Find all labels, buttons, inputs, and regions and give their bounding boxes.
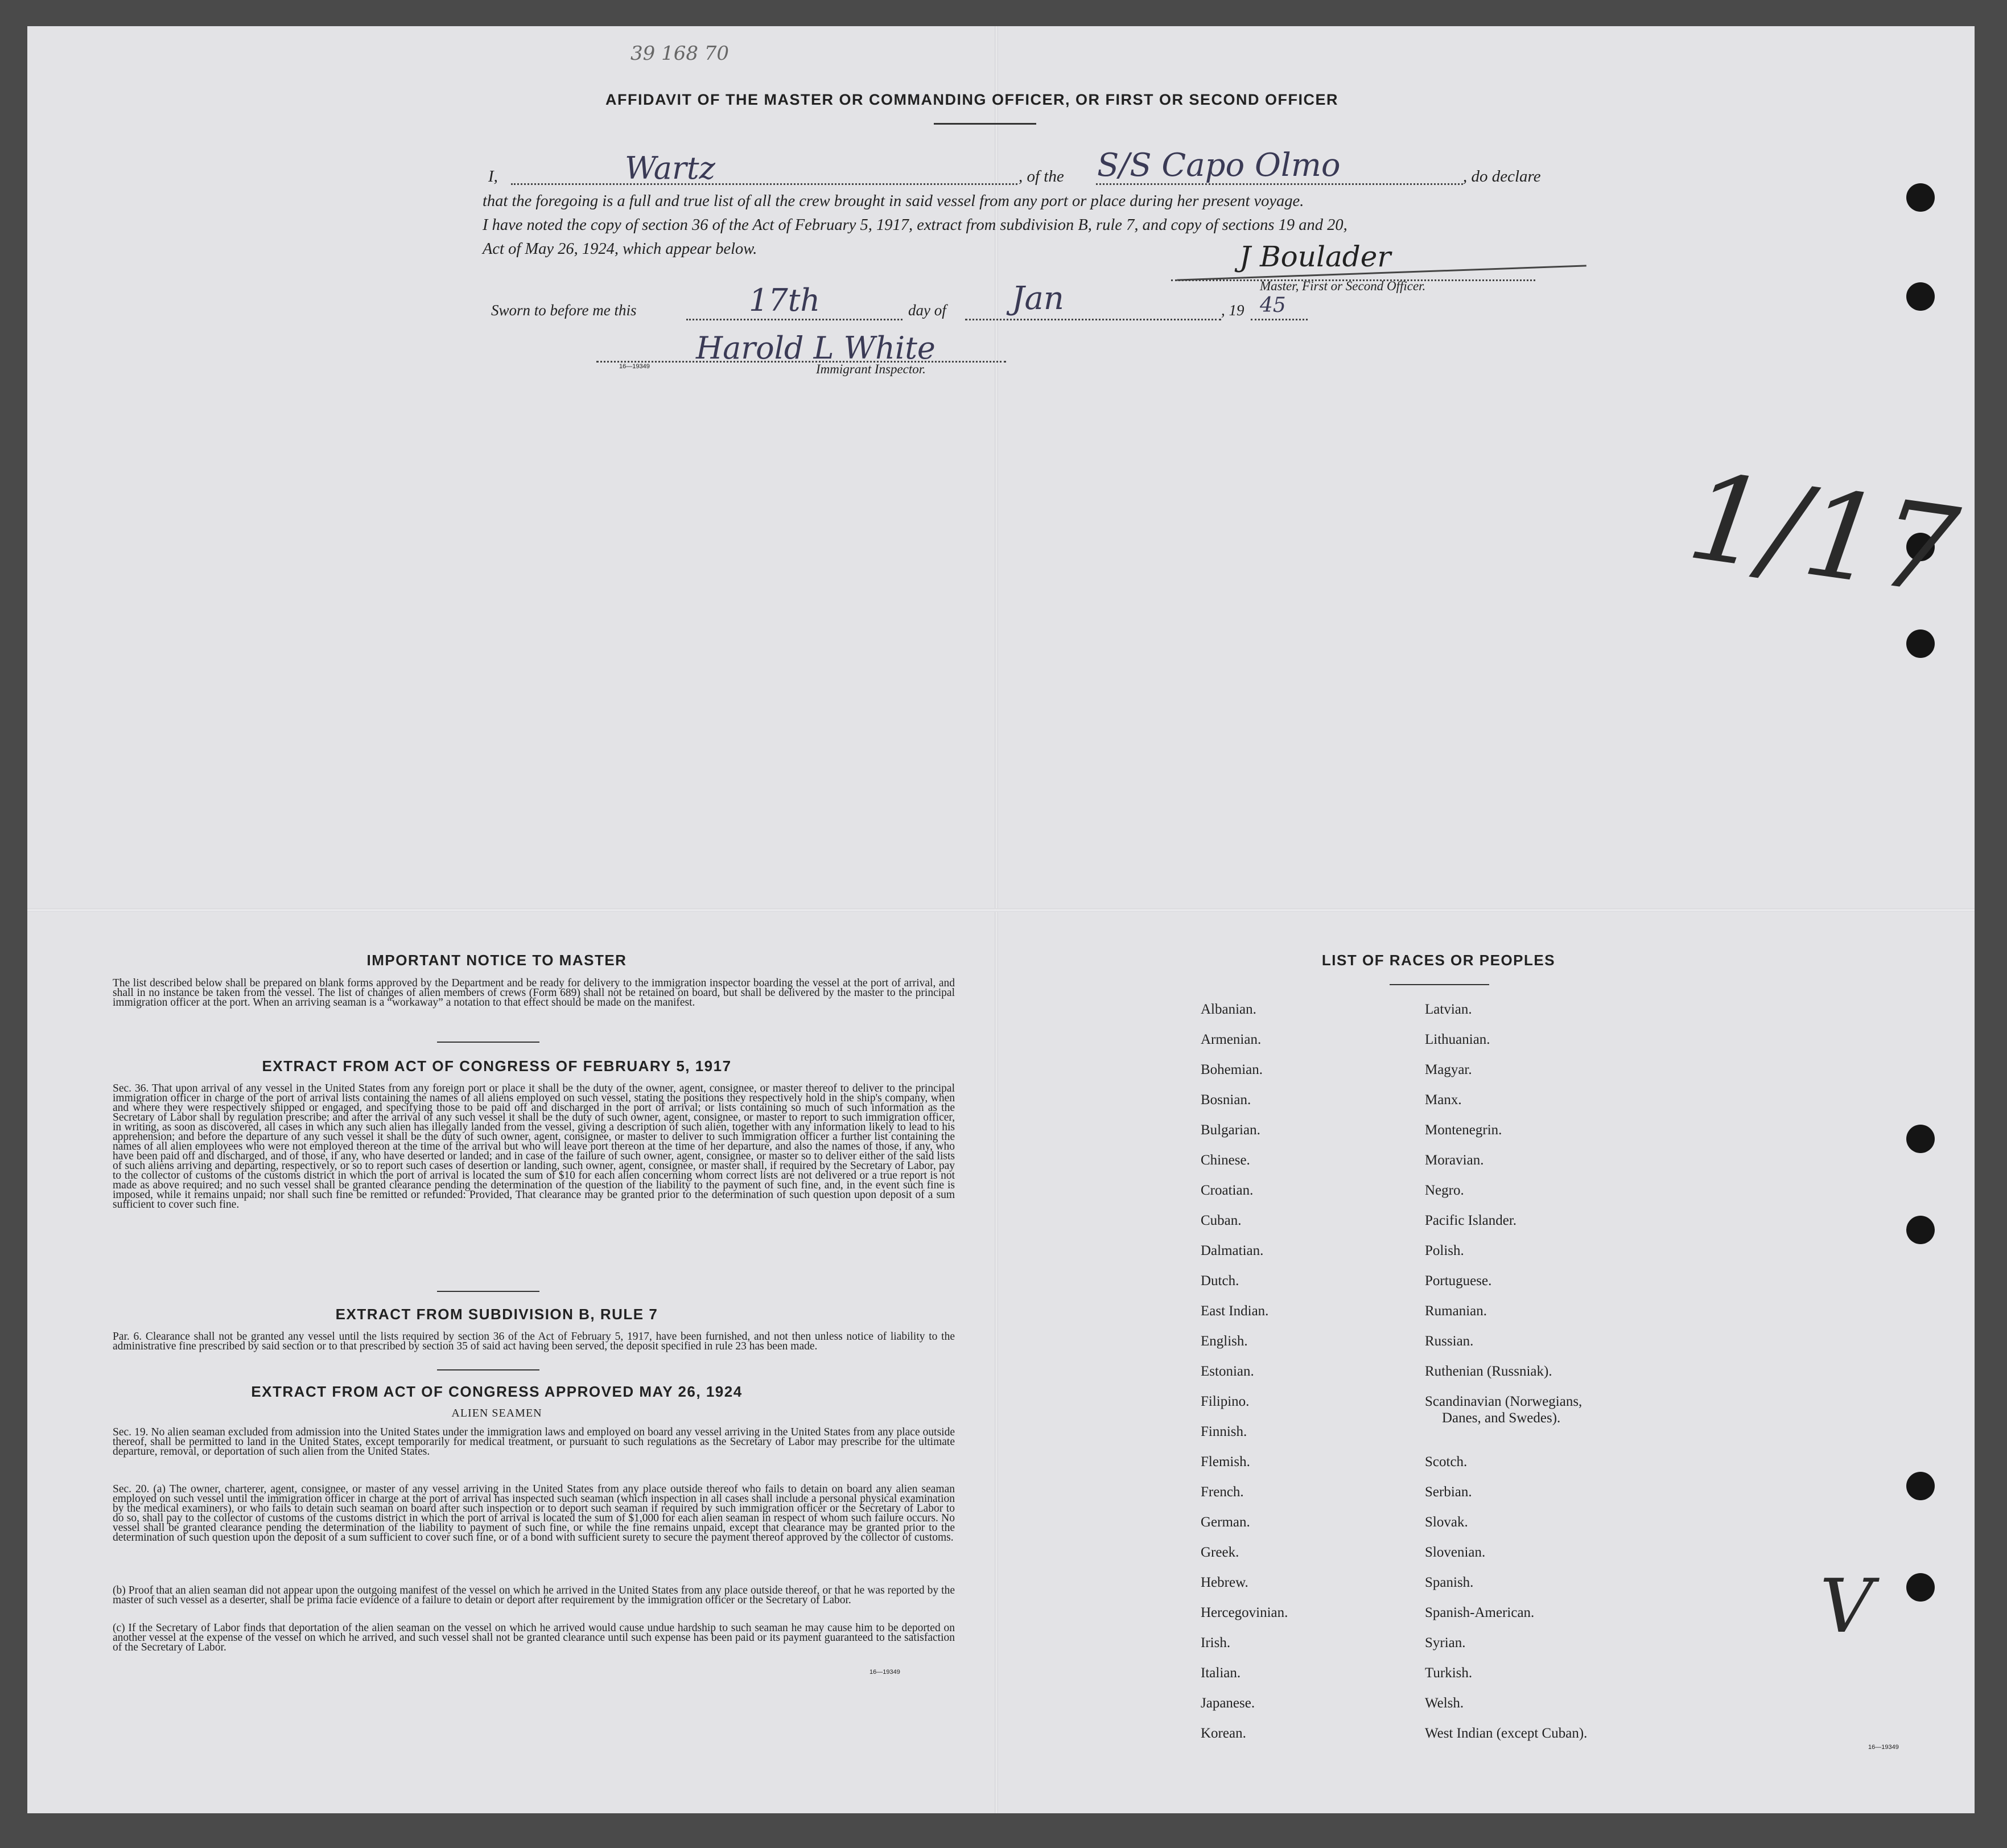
race-item: Manx. [1425, 1092, 1462, 1108]
race-item: West Indian (except Cuban). [1425, 1726, 1588, 1741]
races-title: LIST OF RACES OR PEOPLES [1321, 952, 1556, 969]
year-handwritten: 45 [1260, 294, 1286, 317]
extract-1917-title: EXTRACT FROM ACT OF CONGRESS OF FEBRUARY 5, 1917 [262, 1057, 732, 1075]
races-form-number: 16—19349 [1868, 1744, 1899, 1751]
top-handwritten-numbers: 39 168 70 [630, 42, 730, 65]
race-item: Dalmatian. [1201, 1243, 1264, 1258]
rule7-title: EXTRACT FROM SUBDIVISION B, RULE 7 [335, 1306, 658, 1323]
race-item: Bohemian. [1201, 1062, 1263, 1077]
race-item: Polish. [1425, 1243, 1464, 1258]
race-item: Rumanian. [1425, 1303, 1487, 1319]
race-item: Moravian. [1425, 1153, 1484, 1168]
race-item: Scandinavian (Norwegians, [1425, 1394, 1582, 1409]
master-signature: J Boulader [1239, 240, 1391, 273]
race-item: Negro. [1425, 1183, 1464, 1198]
inspector-caption: Immigrant Inspector. [816, 362, 926, 376]
race-item: Slovak. [1425, 1514, 1468, 1530]
races-left-column [1201, 1002, 1288, 1756]
race-item: Irish. [1201, 1635, 1231, 1651]
rule7-rule [437, 1369, 539, 1370]
affidavit-line-4: Act of May 26, 1924, which appear below. [483, 240, 757, 258]
affidavit-line-2: that the foregoing is a full and true list of all the crew brought in said vessel from any port or place during her present voyage. [483, 192, 1304, 210]
race-item: Estonian. [1201, 1364, 1254, 1379]
month-handwritten: Jan [1012, 280, 1064, 317]
race-item: Syrian. [1425, 1635, 1466, 1651]
inspector-signature-line [596, 355, 1006, 363]
alien-seamen-subtitle: ALIEN SEAMEN [451, 1407, 542, 1419]
race-item: Filipino. [1201, 1394, 1250, 1409]
sworn-label: Sworn to before me this [491, 302, 637, 319]
race-item: Turkish. [1425, 1665, 1473, 1681]
notice-title: IMPORTANT NOTICE TO MASTER [366, 952, 627, 969]
affidavit-do-declare: , do declare [1463, 167, 1541, 186]
race-item: Greek. [1201, 1545, 1239, 1560]
race-item: Croatian. [1201, 1183, 1254, 1198]
horizontal-fold [27, 908, 1975, 912]
race-item: Armenian. [1201, 1032, 1262, 1047]
affidavit-line-3: I have noted the copy of section 36 of the Act of February 5, 1917, extract from subdivision B, rule 7, and copy of sections 19 and 20, [483, 216, 1347, 234]
notice-rule [437, 1042, 539, 1043]
race-item: Lithuanian. [1425, 1032, 1490, 1047]
race-item: Latvian. [1425, 1002, 1472, 1017]
race-item: Korean. [1201, 1726, 1246, 1741]
punch-hole-5 [1906, 1125, 1935, 1153]
month-field [965, 302, 1221, 320]
punch-hole-7 [1906, 1472, 1935, 1500]
race-item: French. [1201, 1484, 1244, 1500]
race-item: Spanish-American. [1425, 1605, 1535, 1620]
sec20a-text: Sec. 20. (a) The owner, charterer, agent, consignee, or master of any vessel arriving in the United States from any place outside thereof who fails to detain on board any alien seaman employed on such vessel until the immigration officer in charge at the port of arrival has inspected such seaman (which inspection in all cases shall include a personal physical examination by the medical examiners), or who fails to detain such seaman on board after such inspection or to deport such seaman if required by such immigration officer or the Secretary of Labor to do so, shall pay to the collector of customs of the customs district in which the port of arrival is located the sum of $1,000 for each alien seaman in respect of whom such failure occurs. No vessel shall be granted clearance pending the determination of the liability to payment of such fine, or while the fine remains unpaid, except that clearance may be granted prior to the determination of such question upon the deposit of a sum sufficient to cover such fine, or of a bond with sufficient surety to secure the payment thereof approved by the collector of customs. [113, 1483, 955, 1544]
race-item: German. [1201, 1514, 1250, 1530]
race-item: Albanian. [1201, 1002, 1256, 1017]
rule7-text: Par. 6. Clearance shall not be granted any vessel until the lists required by section 36 of the Act of February 5, 1917, have been furnished, and not then unless notice of liability to the administrative fine prescribed by said section or to that prescribed by section 35 of said act having been served, the deposit specified in rule 23 has been made. [113, 1331, 955, 1352]
race-item: Montenegrin. [1425, 1122, 1502, 1138]
race-item: Serbian. [1425, 1484, 1472, 1500]
punch-hole-1 [1906, 183, 1935, 212]
extract-1917-text: Sec. 36. That upon arrival of any vessel in the United States from any foreign port or place it shall be the duty of the owner, agent, consignee, or master thereof to deliver to the principal immigration officer in charge of the port of arrival lists containing the names of all aliens employed on such vessel, stating the positions they respectively hold in the ship's company, when and where they were respectively shipped or engaged, and specifying those to be paid off and discharged in the port of arrival; or lists containing so much of such information as the Secretary of Labor shall by regulation prescribe; and after the arrival of any such vessel it shall be the duty of such owner, agent, consignee, or master to report to such immigration officer, in writing, as soon as discovered, all cases in which any such alien has illegally landed from the vessel, giving a description of such alien, together with any information likely to lead to his apprehension; and before the departure of any such vessel it shall be the duty of such owner, agent, consignee, or master to deliver to such immigration officer a further list containing the names of all alien employees who were not employed thereon at the time of the arrival but who will leave port thereon at the time of her departure, and also the names of those, if any, who have been paid off and discharged, and of those, if any, who have deserted or landed; and in case of the failure of such owner, agent, consignee, or master so to deliver either of the said lists of such aliens arriving and departing, respectively, or so to report such cases of desertion or landing, such owner, agent, consignee, or master shall, if required by the Secretary of Labor, pay to the collector of customs of the customs district in which the port of arrival is located the sum of $10 for each alien concerning whom correct lists are not delivered or a true report is not made as above required; and no such vessel shall be granted clearance pending the determination of the question of the liability to the payment of such fine, and, in the event such fine is imposed, while it remains unpaid; nor shall such fine be remitted or refunded: Provided, That clearance may be granted prior to the determination of such question upon deposit of a sum sufficient to cover such fine. [113, 1083, 955, 1211]
races-right-column [1425, 1002, 1587, 1756]
race-item: Italian. [1201, 1665, 1241, 1681]
document-sheet [27, 26, 1975, 1813]
race-item: Danes, and Swedes). [1442, 1410, 1561, 1426]
affidavit-title: AFFIDAVIT OF THE MASTER OR COMMANDING OFFICER, OR FIRST OR SECOND OFFICER [605, 91, 1338, 108]
race-item: Spanish. [1425, 1575, 1474, 1590]
extract-1924-title: EXTRACT FROM ACT OF CONGRESS APPROVED MAY 26, 1924 [251, 1383, 743, 1400]
race-item: Scotch. [1425, 1454, 1468, 1470]
race-item: Slovenian. [1425, 1545, 1486, 1560]
punch-hole-4 [1906, 629, 1935, 658]
affidavit-of-the-label: , of the [1019, 167, 1064, 186]
year-field [1251, 302, 1308, 320]
race-item: Japanese. [1201, 1695, 1255, 1711]
race-item: Hebrew. [1201, 1575, 1248, 1590]
races-title-rule [1390, 984, 1489, 985]
master-caption: Master, First or Second Officer. [1260, 279, 1426, 293]
affidavit-form-number: 16—19349 [619, 363, 650, 370]
extract-1917-rule [437, 1291, 539, 1292]
day-handwritten: 17th [749, 282, 821, 318]
race-item: Bosnian. [1201, 1092, 1251, 1108]
punch-hole-6 [1906, 1216, 1935, 1244]
sec20b-text: (b) Proof that an alien seaman did not appear upon the outgoing manifest of the vessel on which he arrived in the United States from any place outside thereof, or that he was reported by the master of such vessel as a deserter, shall be prima facie evidence of a failure to detain or deport after requirement by the immigration officer or the Secretary of Labor. [113, 1584, 955, 1606]
year-prefix: , 19 [1221, 302, 1244, 319]
inspector-signature: Harold L White [696, 330, 935, 366]
race-item: English. [1201, 1333, 1248, 1349]
race-item: East Indian. [1201, 1303, 1269, 1319]
sec20c-text: (c) If the Secretary of Labor finds that deportation of the alien seaman on the vessel on which he arrived would cause undue hardship to such seaman he may cause him to be deported on another vessel at the expense of the vessel on which he arrived, and such vessel shall not be granted clearance until such expense has been paid or its payment guaranteed to the satisfaction of the Secretary of Labor. [113, 1622, 955, 1653]
race-item: Ruthenian (Russniak). [1425, 1364, 1552, 1379]
race-item: Chinese. [1201, 1153, 1250, 1168]
name-field [511, 166, 1017, 185]
sec19-text: Sec. 19. No alien seaman excluded from admission into the United States under the immigration laws and employed on board any vessel arriving in the United States from any place outside thereof, shall be permitted to land in the United States, except temporarily for medical treatment, or pursuant to such regulations as the Secretary of Labor may prescribe for the ultimate departure, removal, or deportation of such alien from the United States. [113, 1426, 955, 1458]
race-item: Hercegovinian. [1201, 1605, 1288, 1620]
race-item: Magyar. [1425, 1062, 1472, 1077]
affidavit-title-rule [934, 123, 1036, 125]
race-item: Finnish. [1201, 1424, 1247, 1439]
race-item: Flemish. [1201, 1454, 1250, 1470]
vertical-fold [995, 26, 998, 1813]
race-item: Pacific Islander. [1425, 1213, 1517, 1228]
race-item: Cuban. [1201, 1213, 1242, 1228]
race-item: Dutch. [1201, 1273, 1239, 1289]
race-item: Russian. [1425, 1333, 1474, 1349]
master-name-handwritten: Wartz [625, 150, 715, 186]
race-item: Portuguese. [1425, 1273, 1492, 1289]
punch-hole-2 [1906, 282, 1935, 311]
notice-text: The list described below shall be prepared on blank forms approved by the Department and be ready for delivery to the immigration inspector boarding the vessel at the port of arrival, and shall in no instance be taken from the vessel. The list of changes of alien members of crews (Form 689) shall not be retained on board, but shall be delivered by the master to the principal immigration officer at the port. When an arriving seaman is a “workaway” a notation to that effect should be made on the manifest. [113, 977, 955, 1009]
extract-1924-form-number: 16—19349 [869, 1669, 900, 1676]
day-of-label: day of [908, 302, 946, 319]
affidavit-i-label: I, [488, 167, 498, 186]
race-item: Bulgarian. [1201, 1122, 1260, 1138]
margin-note-check: V [1820, 1563, 1873, 1649]
race-item: Welsh. [1425, 1695, 1464, 1711]
margin-note-date: 1/17 [1680, 446, 1966, 622]
vessel-name-handwritten: S/S Capo Olmo [1097, 147, 1341, 184]
punch-hole-8 [1906, 1573, 1935, 1602]
